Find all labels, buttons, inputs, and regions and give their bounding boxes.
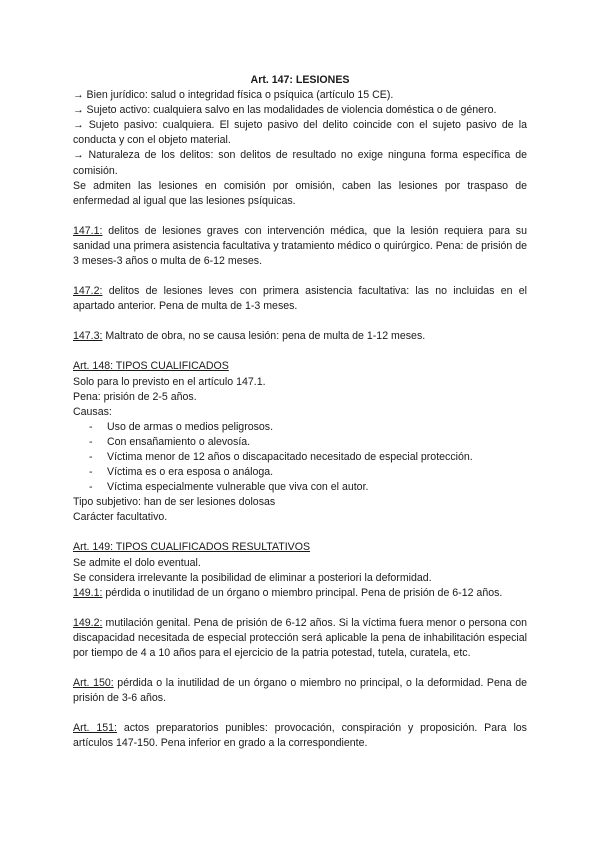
art-148-caracter: Carácter facultativo. [73, 511, 168, 524]
art-147-2-ref: 147.2: [73, 285, 103, 298]
list-item: - Víctima especialmente vulnerable que viva con el autor. [89, 480, 527, 495]
spacer [73, 344, 527, 359]
spacer [73, 269, 527, 284]
art-148-causas-list [73, 420, 527, 495]
art-150-ref: Art. 150: [73, 677, 114, 690]
art-149-2-text: mutilación genital. Pena de prisión de 6-12 años. Si la víctima fuera menor o persona con discapacidad necesitada de especial protección será aplicable la pena de inhabilitación especial por tiempo de 4 a 10 años para el ejercicio de la patria potestad, tutela, curatela, etc. [73, 616, 527, 659]
art-148-heading: Art. 148: TIPOS CUALIFICADOS [73, 360, 229, 373]
art-150-paragraph [73, 676, 527, 706]
spacer [73, 314, 527, 329]
art-148-line: Solo para lo previsto en el artículo 147.1. [73, 375, 266, 388]
art-149-1-ref: 149.1: [73, 586, 103, 599]
art-147-1-paragraph [73, 224, 527, 269]
art-151-paragraph [73, 721, 527, 751]
art-151-text: actos preparatorios punibles: provocación, conspiración y proposición. Para los artículos 147-150. Pena inferior en grado a la correspondiente. [73, 722, 527, 750]
spacer [73, 209, 527, 224]
art-151-ref: Art. 151: [73, 722, 117, 735]
intro-naturaleza: → Naturaleza de los delitos: son delitos de resultado no exige ninguna forma específica de comisión. [73, 149, 527, 177]
intro-sujeto-pasivo: → Sujeto pasivo: cualquiera. El sujeto pasivo del delito coincide con el sujeto pasivo de la conducta y con el objeto material. [73, 119, 527, 147]
art-147-3-text: Maltrato de obra, no se causa lesión: pena de multa de 1-12 meses. [102, 330, 426, 343]
art-147-2-text: delitos de lesiones leves con primera asistencia facultativa: las no incluidas en el apartado anterior. Pena de multa de 1-3 meses. [73, 285, 527, 313]
art-149-heading: Art. 149: TIPOS CUALIFICADOS RESULTATIVOS [73, 541, 311, 554]
art-147-2-paragraph [73, 284, 527, 314]
spacer [73, 661, 527, 676]
art-150-text: pérdida o la inutilidad de un órgano o miembro no principal, o la deformidad. Pena de prisión de 3-6 años. [73, 677, 527, 705]
document-body [73, 73, 527, 751]
list-item: - Con ensañamiento o alevosía. [89, 435, 527, 450]
intro-bien-juridico: → Bien jurídico: salud o integridad física o psíquica (artículo 15 CE). [73, 89, 394, 102]
art-149-deformidad: Se considera irrelevante la posibilidad de eliminar a posteriori la deformidad. [73, 571, 432, 584]
list-item: - Víctima es o era esposa o análoga. [89, 465, 527, 480]
art-148-causas-label: Causas: [73, 405, 112, 418]
intro-comision-omision: Se admiten las lesiones en comisión por omisión, caben las lesiones por traspaso de enfermedad al igual que las lesiones psíquicas. [73, 179, 527, 207]
art-148-pena: Pena: prisión de 2-5 años. [73, 390, 197, 403]
art-147-3-paragraph [73, 329, 527, 344]
art-147-1-text: delitos de lesiones graves con intervención médica, que la lesión requiera para su sanidad una primera asistencia facultativa y tratamiento médico o quirúrgico. Pena: de prisión de 3 meses-3 años o multa de 6-12 meses. [73, 224, 528, 268]
art-149-2-paragraph [73, 616, 527, 661]
page-title: Art. 147: LESIONES [250, 74, 350, 86]
list-item: - Uso de armas o medios peligrosos. [89, 420, 527, 435]
art-147-1-ref: 147.1: [73, 224, 103, 237]
intro-sujeto-activo: → Sujeto activo: cualquiera salvo en las modalidades de violencia doméstica o de género. [73, 104, 497, 117]
art-149-2-ref: 149.2: [73, 616, 103, 629]
list-item: - Víctima menor de 12 años o discapacitado necesitado de especial protección. [89, 450, 527, 465]
spacer [73, 601, 527, 616]
art-149-dolo: Se admite el dolo eventual. [73, 556, 201, 569]
spacer [73, 706, 527, 721]
art-149-1-paragraph [73, 586, 527, 601]
art-147-3-ref: 147.3: [73, 330, 103, 343]
art-149-1-text: pérdida o inutilidad de un órgano o miembro principal. Pena de prisión de 6-12 años. [102, 586, 503, 599]
art-148-tipo-subjetivo: Tipo subjetivo: han de ser lesiones dolosas [73, 496, 276, 509]
spacer [73, 525, 527, 540]
